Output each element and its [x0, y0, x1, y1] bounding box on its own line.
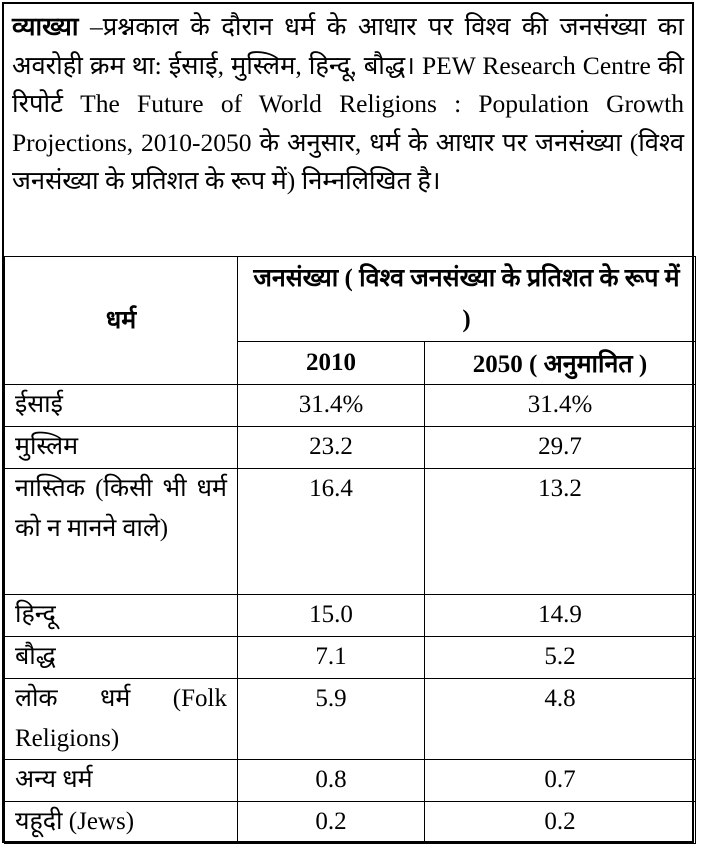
value-2050-cell: 13.2 — [425, 469, 696, 595]
value-2050-cell: 31.4% — [425, 385, 696, 427]
religion-cell: यहूदी (Jews) — [5, 802, 238, 844]
value-2010-cell: 15.0 — [238, 595, 425, 637]
table-header-row — [5, 257, 696, 342]
religion-cell: अन्य धर्म — [5, 760, 238, 802]
table-row — [5, 760, 696, 802]
header-2050: 2050 ( अनुमानित ) — [425, 342, 696, 385]
header-population: जनसंख्या ( विश्व जनसंख्या के प्रतिशत के रूप में ) — [238, 257, 696, 342]
religion-cell: नास्तिक (किसी भी धर्म को न मानने वाले) — [5, 469, 238, 595]
value-2050-cell: 5.2 — [425, 637, 696, 679]
religion-cell: बौद्ध — [5, 637, 238, 679]
intro-label: व्याख्या — [12, 12, 79, 41]
document-frame — [2, 2, 694, 843]
header-religion: धर्म — [5, 257, 238, 385]
value-2010-cell: 0.8 — [238, 760, 425, 802]
table-row — [5, 469, 696, 595]
value-2010-cell: 7.1 — [238, 637, 425, 679]
table-row — [5, 802, 696, 844]
intro-text: –प्रश्नकाल के दौरान धर्म के आधार पर विश्व की जनसंख्या का अवरोही क्रम था: ईसाई, मुस्लिम, हिन्दू, बौद्ध। PEW Research Centre की रिपोर्ट The Future of World Religions : Population Growth Projections, 2010-2050 के अनुसार, धर्म के आधार पर जनसंख्या (विश्व जनसंख्या के प्रतिशत के रूप में) निम्नलिखित है। — [12, 12, 684, 195]
table-row — [5, 385, 696, 427]
religion-cell: हिन्दू — [5, 595, 238, 637]
table-row — [5, 595, 696, 637]
table-row — [5, 427, 696, 469]
value-2010-cell: 0.2 — [238, 802, 425, 844]
value-2010-cell: 5.9 — [238, 679, 425, 760]
header-2010: 2010 — [238, 342, 425, 385]
table-row — [5, 637, 696, 679]
religion-cell: लोक धर्म (Folk Religions) — [5, 679, 238, 760]
value-2010-cell: 16.4 — [238, 469, 425, 595]
value-2050-cell: 29.7 — [425, 427, 696, 469]
value-2010-cell: 23.2 — [238, 427, 425, 469]
religion-cell: मुस्लिम — [5, 427, 238, 469]
intro-paragraph — [12, 8, 684, 201]
value-2050-cell: 0.2 — [425, 802, 696, 844]
table-body — [5, 385, 696, 844]
value-2050-cell: 14.9 — [425, 595, 696, 637]
value-2050-cell: 0.7 — [425, 760, 696, 802]
table-row — [5, 679, 696, 760]
value-2050-cell: 4.8 — [425, 679, 696, 760]
religion-population-table — [4, 256, 696, 844]
value-2010-cell: 31.4% — [238, 385, 425, 427]
religion-cell: ईसाई — [5, 385, 238, 427]
